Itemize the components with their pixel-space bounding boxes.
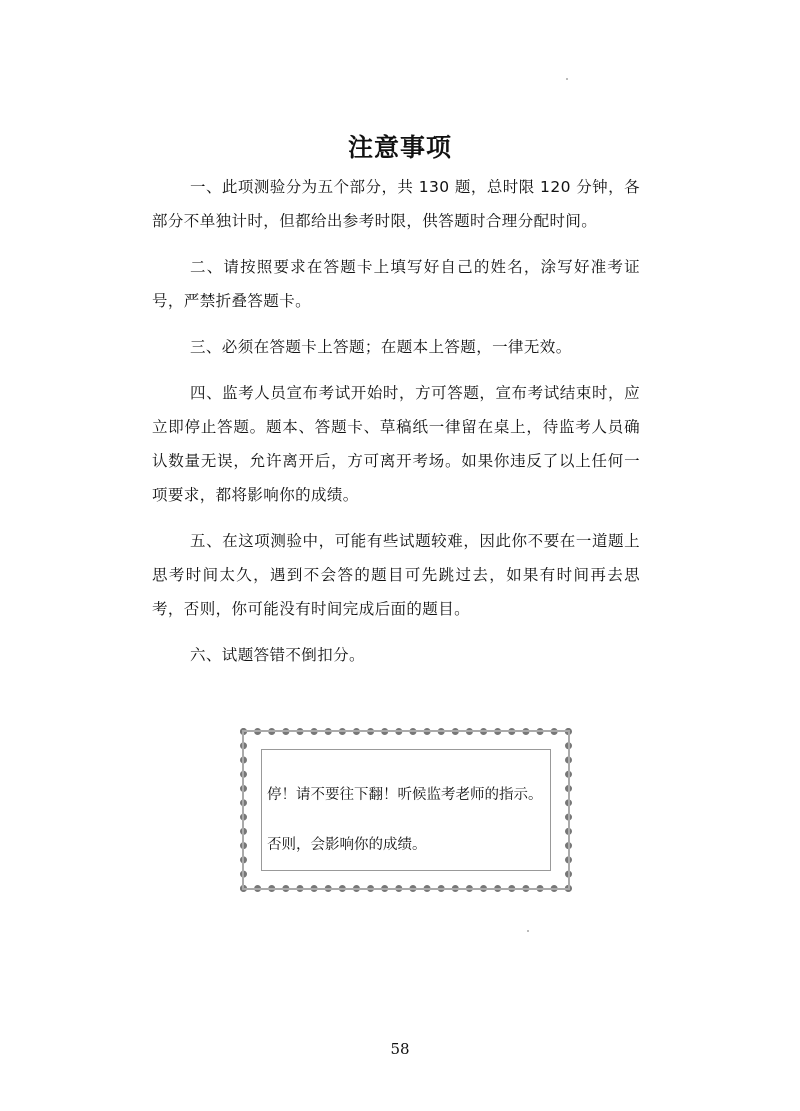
page-number: 58 bbox=[390, 1040, 410, 1058]
stop-notice-line-2: 否则，会影响你的成绩。 bbox=[267, 837, 427, 853]
instruction-paragraph-4: 四、监考人员宣布考试开始时，方可答题，宣布考试结束时，应立即停止答题。题本、答题卡、草稿纸一律留在桌上，待监考人员确认数量无误，允许离开后，方可离开考场。如果你违反了以上任何一项要求，都将影响你的成绩。 bbox=[152, 384, 640, 504]
instruction-paragraph-6: 六、试题答错不倒扣分。 bbox=[190, 646, 365, 664]
instruction-paragraph-5: 五、在这项测验中，可能有些试题较难，因此你不要在一道题上思考时间太久，遇到不会答的题目可先跳过去，如果有时间再去思考，否则，你可能没有时间完成后面的题目。 bbox=[152, 532, 640, 618]
scan-speck bbox=[566, 78, 568, 80]
stop-notice-box bbox=[240, 728, 572, 892]
scan-speck bbox=[527, 930, 529, 932]
page-title: 注意事项 bbox=[347, 133, 452, 162]
instructions-list bbox=[152, 170, 640, 684]
stop-notice-line-1: 停！请不要往下翻！听候监考老师的指示。 bbox=[267, 787, 543, 803]
instruction-paragraph-3: 三、必须在答题卡上答题；在题本上答题，一律无效。 bbox=[190, 338, 572, 356]
instruction-paragraph-1: 一、此项测验分为五个部分，共 130 题，总时限 120 分钟，各部分不单独计时，但都给出参考时限，供答题时合理分配时间。 bbox=[152, 178, 640, 230]
instruction-paragraph-2: 二、请按照要求在答题卡上填写好自己的姓名，涂写好准考证号，严禁折叠答题卡。 bbox=[152, 258, 640, 310]
